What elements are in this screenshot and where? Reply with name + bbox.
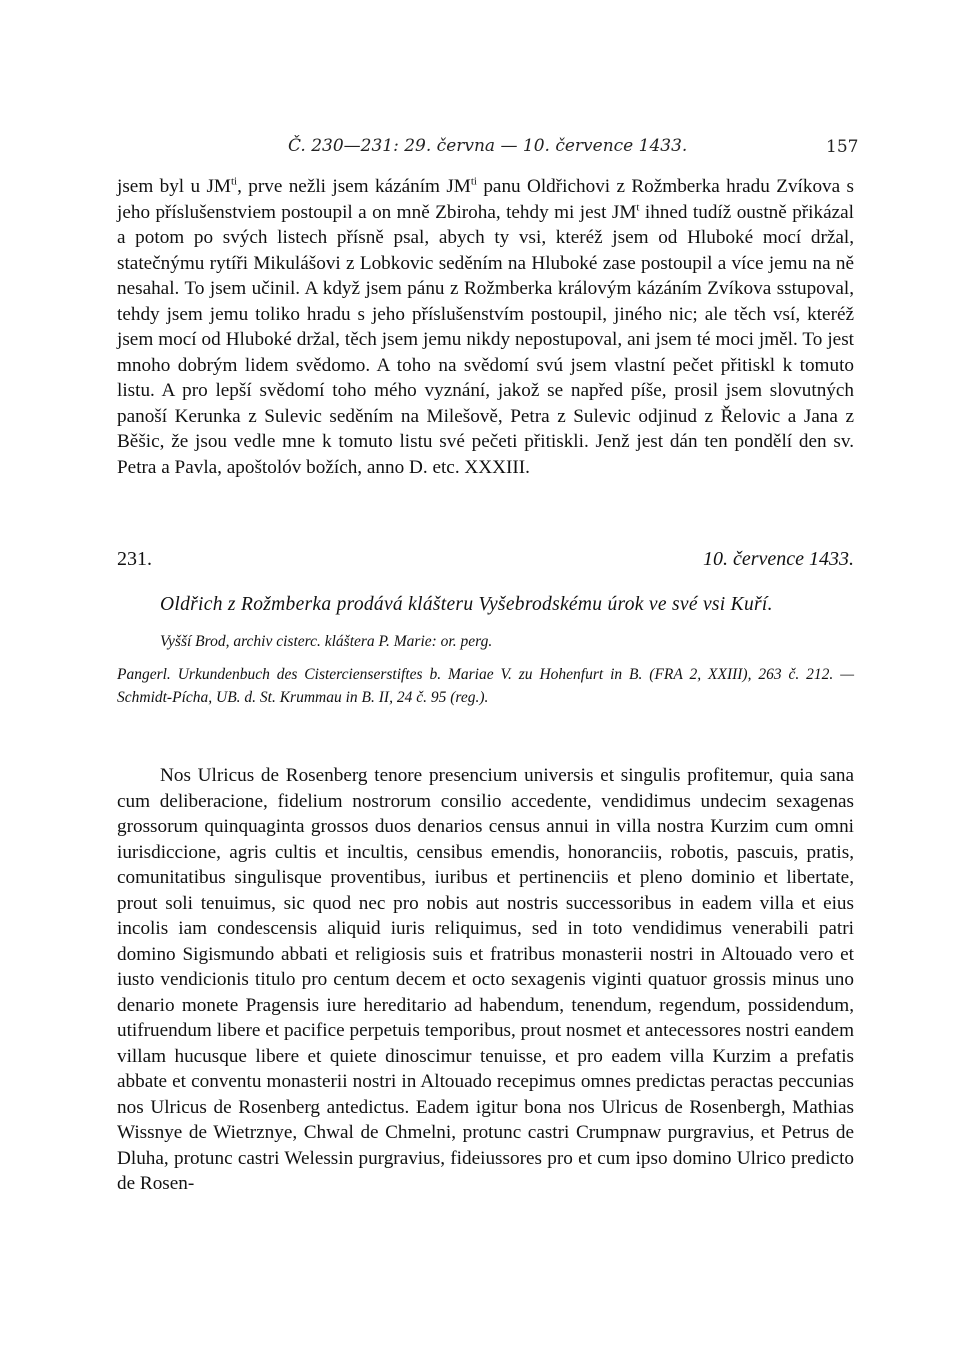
running-head: Č. 230—231: 29. června — 10. července 1433. [288, 136, 688, 156]
document-regest: Oldřich z Rožmberka prodává klášteru Vyšebrodskému úrok ve své vsi Kuří. [160, 594, 773, 615]
document-number: 231. [117, 548, 152, 570]
document-source: Vyšší Brod, archiv cisterc. kláštera P. Marie: or. perg. [160, 633, 493, 650]
superscript: ti [470, 175, 477, 188]
superscript: t [636, 201, 640, 214]
page-number: 157 [826, 137, 859, 157]
document-literature: Pangerl. Urkundenbuch des Cistercienserstiftes b. Mariae V. zu Hohenfurt in B. (FRA 2, XXIII), 263 č. 212. — Schmidt-Pícha, UB. d. St. Krummau in B. II, 24 č. 95 (reg.). [117, 666, 854, 706]
previous-document-paragraph [117, 174, 854, 480]
text-segment: jsem byl u JM [117, 176, 231, 197]
text-segment: ihned tudíž oustně přikázal a potom po svých listech přísně psal, abych ty vsi, kteréž jsem od Hluboké mocí držal, statečnýmu rytíři Mikulášovi z Lobkovic seděním na Hluboké zase postoupil a více jemu na ně nesahal. To jsem učinil. A když jsem pánu z Rožmberka královým kázáním Zvíkova sstupoval, tehdy jsem jemu toliko hradu s jeho příslušenstvím postoupil, jiného nic; ale těch vsí, kteréž jsem mocí od Hluboké držal, těch jsem jemu nikdy nepostupoval, ani jsem té moci jměl. To jest mnoho dobrým lidem svědomo. A toho na svědomí svú jsem vlastní pečet přitiskl k tomuto listu. A pro lepší svědomí toho mého vyznání, jakož se napřed píše, prosil jsem slovutných panoší Kerunka z Sulevic seděním na Milešově, Petra z Sulevic odjinud z Řelovic a Jana z Běšic, že jsou vedle mne k tomuto listu své pečeti přitiskli. Jenž jest dán ten pondělí den sv. Petra a Pavla, apoštolóv božích, anno D. etc. XXXIII. [117, 201, 854, 478]
document-text-paragraph: Nos Ulricus de Rosenberg tenore presencium universis et singulis profitemur, quia sana cum deliberacione, fidelium nostrorum consilio accedente, vendidimus undecim sexagenas grossorum quinquaginta grossos duos denarios census annui in villa nostra Kurzim cum omni iurisdiccione, agris cultis et incultis, censibus emendis, honoranciis, robotis, pascuis, pratis, comunitatibus singulisque proventibus, iuribus et pertinenciis et pleno dominio et libertate, prout soli tenuimus, sic quod nec pro nobis aut nostris successoribus in eadem villa et eius incolis iam condescensis aliquid iuris reliquimus, sed in toto vendidimus venerabili patri domino Sigismundo abbati et religiosis suis et fratribus monasterii nostri in Altouado vero et iusto vendicionis titulo pro centum decem et octo sexagenis viginti quatuor grossis minus uno denario monete Pragensis iure hereditario ad habendum, tenendum, regendum, possidendum, utifruendum libere et pacifice perpetuis temporibus, prout nosmet et antecessores nostri eandem villam hucusque libere et quiete dinoscimur tenuisse, et pro eadem villa Kurzim a prefatis abbate et conventu monasterii nostri in Altouado recepimus omnes predictas peractas peccunias nos Ulricus de Rosenberg antedictus. Eadem igitur bona nos Ulricus de Rosenbergh, Mathias Wissnye de Wietrznye, Chwal de Chmelni, protunc castri Crumpnaw purgravius, et Petrus de Dluha, protunc castri Welessin purgravius, fideiussores pro et cum ipso domino Ulrico predicto de Rosen- [117, 765, 854, 1194]
text-segment: panu Oldřichovi z Rožmberka hradu Zvíkova s jeho příslušenstviem postoupil a on mně Zbiroha, tehdy mi jest JM [117, 176, 854, 223]
document-text [117, 763, 854, 1197]
document-date: 10. července 1433. [702, 548, 854, 570]
previous-document-text [117, 174, 854, 480]
superscript: ti [230, 175, 238, 188]
text-segment: , prve nežli jsem kázáním JM [237, 176, 471, 197]
